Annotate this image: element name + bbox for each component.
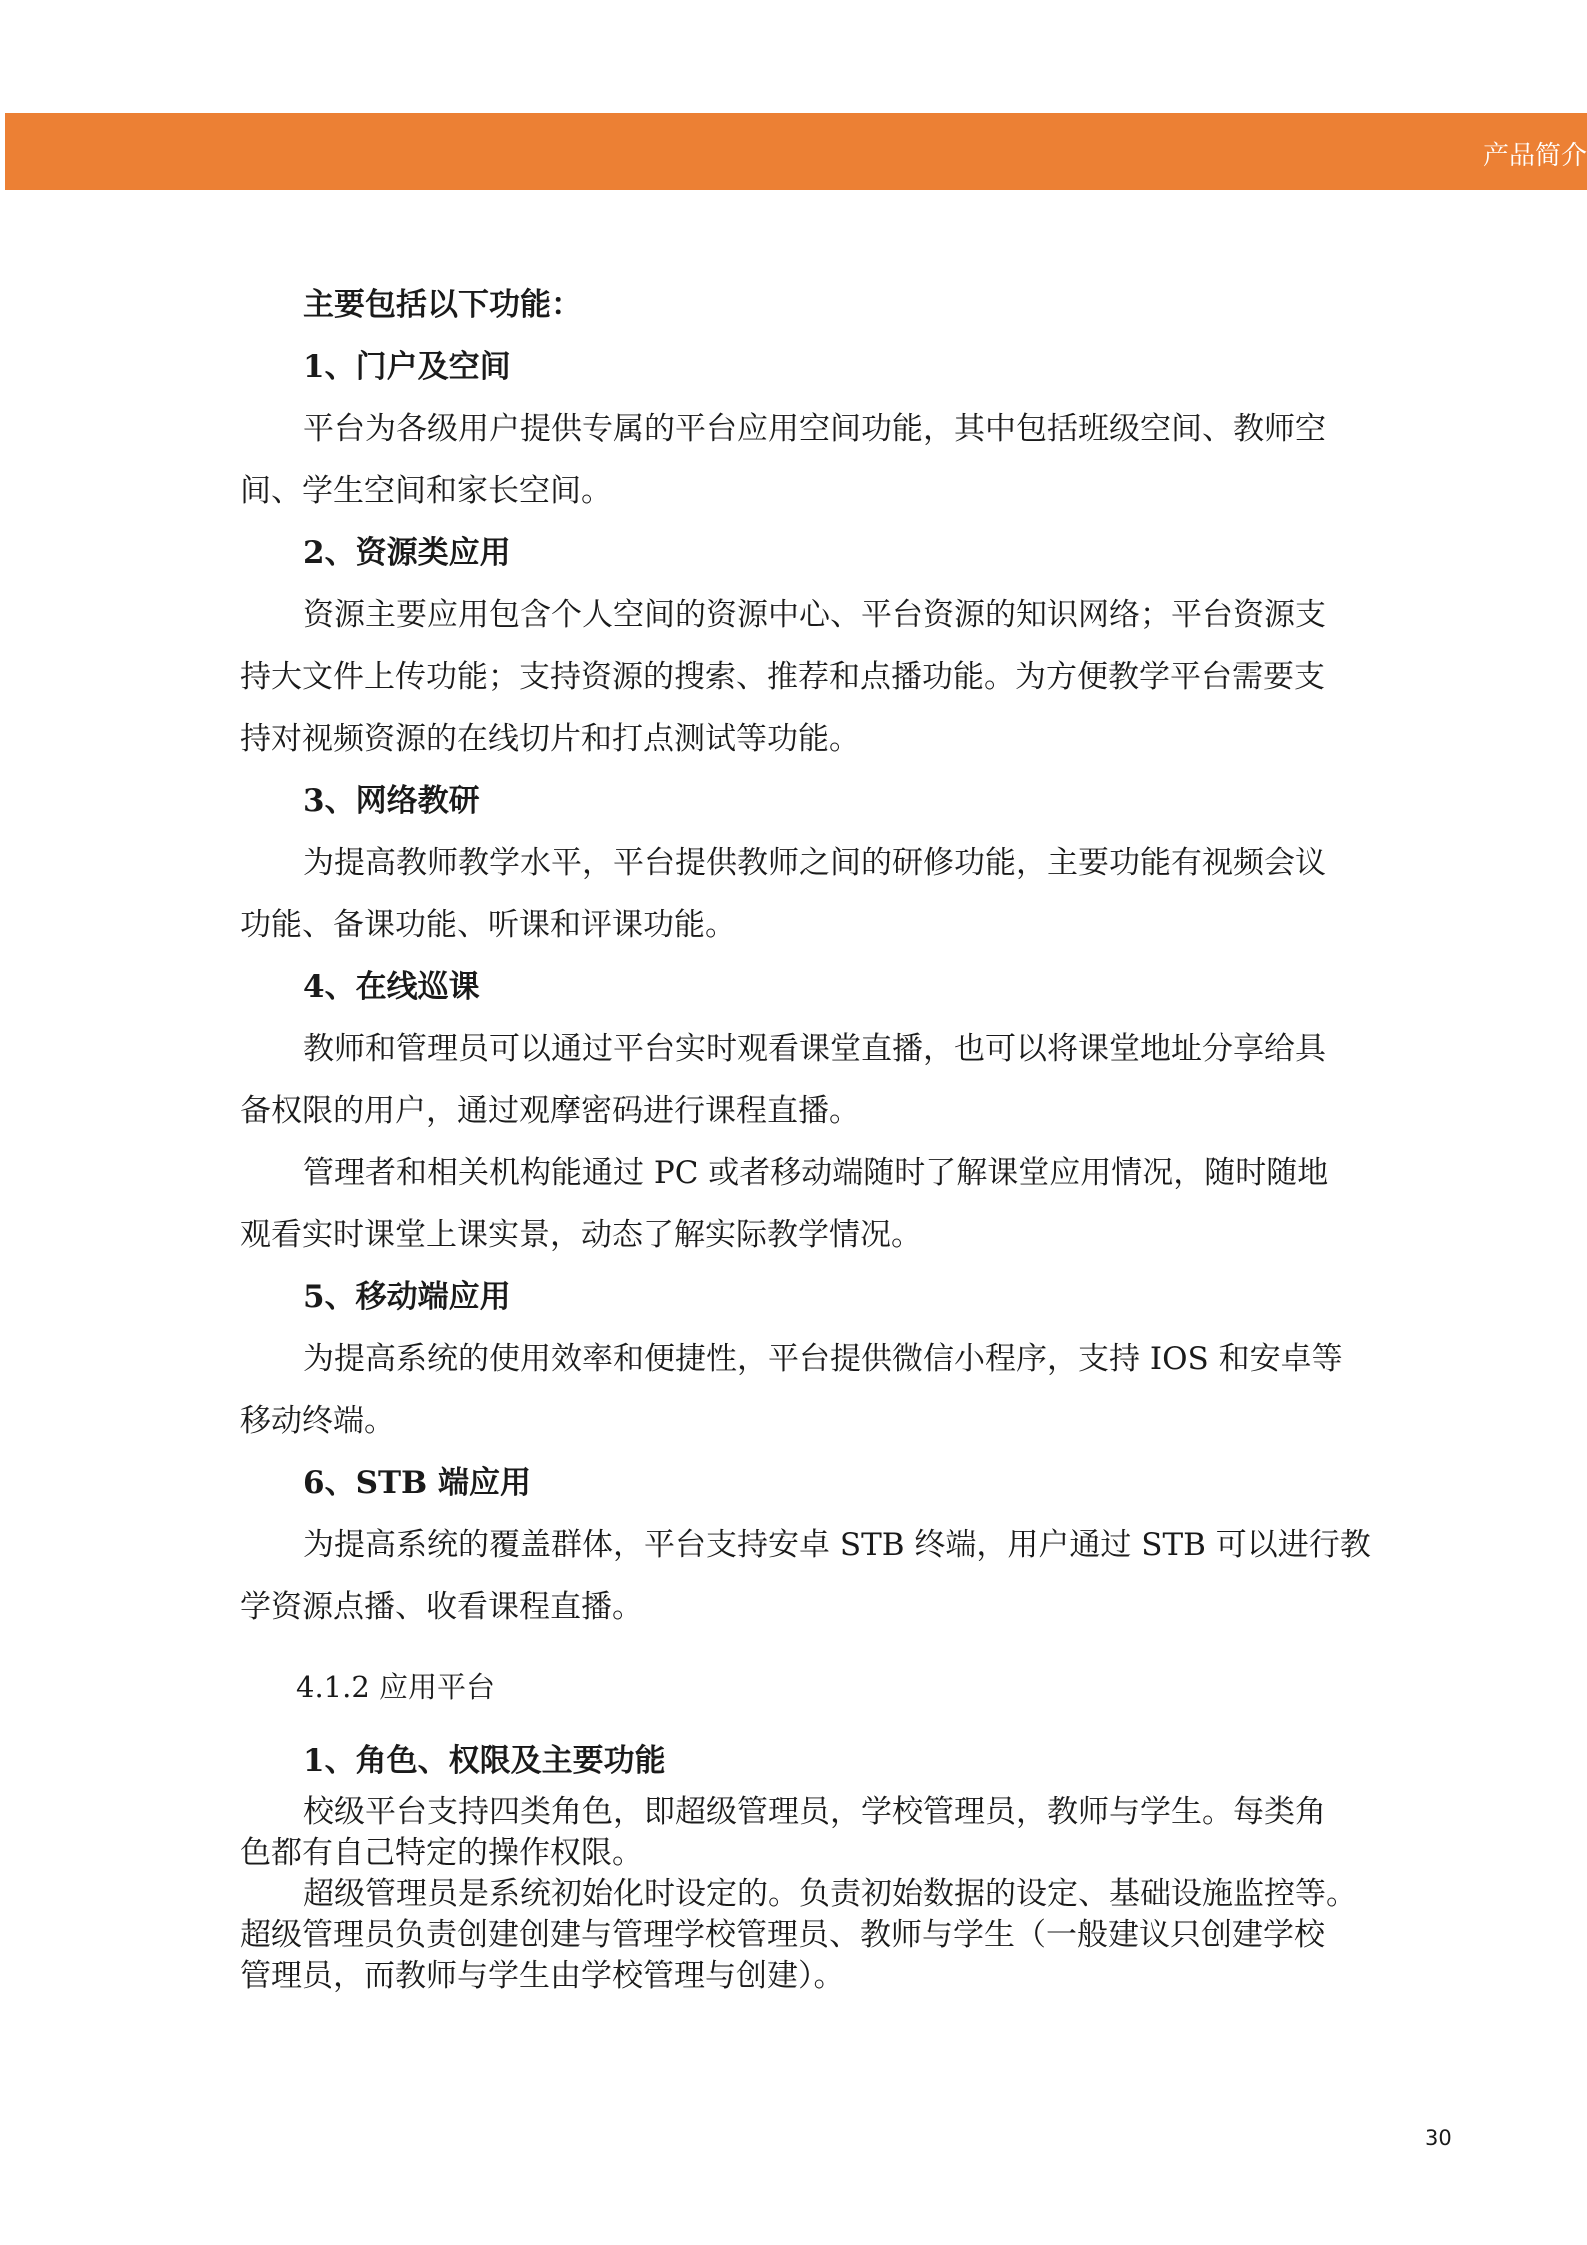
section-2-title: 2、资源类应用 — [303, 535, 511, 571]
paragraph-line: 间、学生空间和家长空间。 — [240, 473, 612, 509]
paragraph-line: 超级管理员是系统初始化时设定的。负责初始数据的设定、基础设施监控等。 — [303, 1876, 1357, 1912]
section-3-title: 3、网络教研 — [303, 783, 480, 819]
paragraph-line: 为提高教师教学水平，平台提供教师之间的研修功能，主要功能有视频会议 — [303, 845, 1326, 881]
paragraph-line: 超级管理员负责创建创建与管理学校管理员、教师与学生（一般建议只创建学校 — [240, 1917, 1325, 1953]
paragraph-line: 为提高系统的使用效率和便捷性，平台提供微信小程序，支持 IOS 和安卓等 — [303, 1341, 1343, 1377]
paragraph-line: 教师和管理员可以通过平台实时观看课堂直播，也可以将课堂地址分享给具 — [303, 1031, 1326, 1067]
paragraph-line: 持大文件上传功能；支持资源的搜索、推荐和点播功能。为方便教学平台需要支 — [240, 659, 1325, 695]
sub-heading: 4.1.2 应用平台 — [296, 1670, 496, 1704]
section-6-title: 6、STB 端应用 — [303, 1465, 532, 1501]
header-label: 产品简介 — [1482, 141, 1587, 171]
intro-heading: 主要包括以下功能： — [303, 287, 582, 323]
paragraph-line: 移动终端。 — [240, 1403, 395, 1439]
paragraph-line: 资源主要应用包含个人空间的资源中心、平台资源的知识网络；平台资源支 — [303, 597, 1326, 633]
paragraph-line: 为提高系统的覆盖群体，平台支持安卓 STB 终端，用户通过 STB 可以进行教 — [303, 1527, 1371, 1563]
section-5-title: 5、移动端应用 — [303, 1279, 511, 1315]
paragraph-line: 备权限的用户，通过观摩密码进行课程直播。 — [240, 1093, 860, 1129]
roles-title: 1、角色、权限及主要功能 — [303, 1743, 666, 1779]
section-1-title: 1、门户及空间 — [303, 349, 511, 385]
paragraph-line: 管理员，而教师与学生由学校管理与创建）。 — [240, 1958, 845, 1994]
paragraph-line: 持对视频资源的在线切片和打点测试等功能。 — [240, 721, 860, 757]
paragraph-line: 观看实时课堂上课实景，动态了解实际教学情况。 — [240, 1217, 922, 1253]
paragraph-line: 功能、备课功能、听课和评课功能。 — [240, 907, 736, 943]
paragraph-line: 学资源点播、收看课程直播。 — [240, 1589, 643, 1625]
paragraph-line: 色都有自己特定的操作权限。 — [240, 1835, 643, 1871]
page-number: 30 — [1425, 2126, 1452, 2150]
section-4-title: 4、在线巡课 — [303, 969, 480, 1005]
header-band — [5, 113, 1587, 190]
paragraph-line: 平台为各级用户提供专属的平台应用空间功能，其中包括班级空间、教师空 — [303, 411, 1326, 447]
paragraph-line: 管理者和相关机构能通过 PC 或者移动端随时了解课堂应用情况，随时随地 — [303, 1155, 1329, 1191]
paragraph-line: 校级平台支持四类角色，即超级管理员，学校管理员，教师与学生。每类角 — [303, 1794, 1326, 1830]
